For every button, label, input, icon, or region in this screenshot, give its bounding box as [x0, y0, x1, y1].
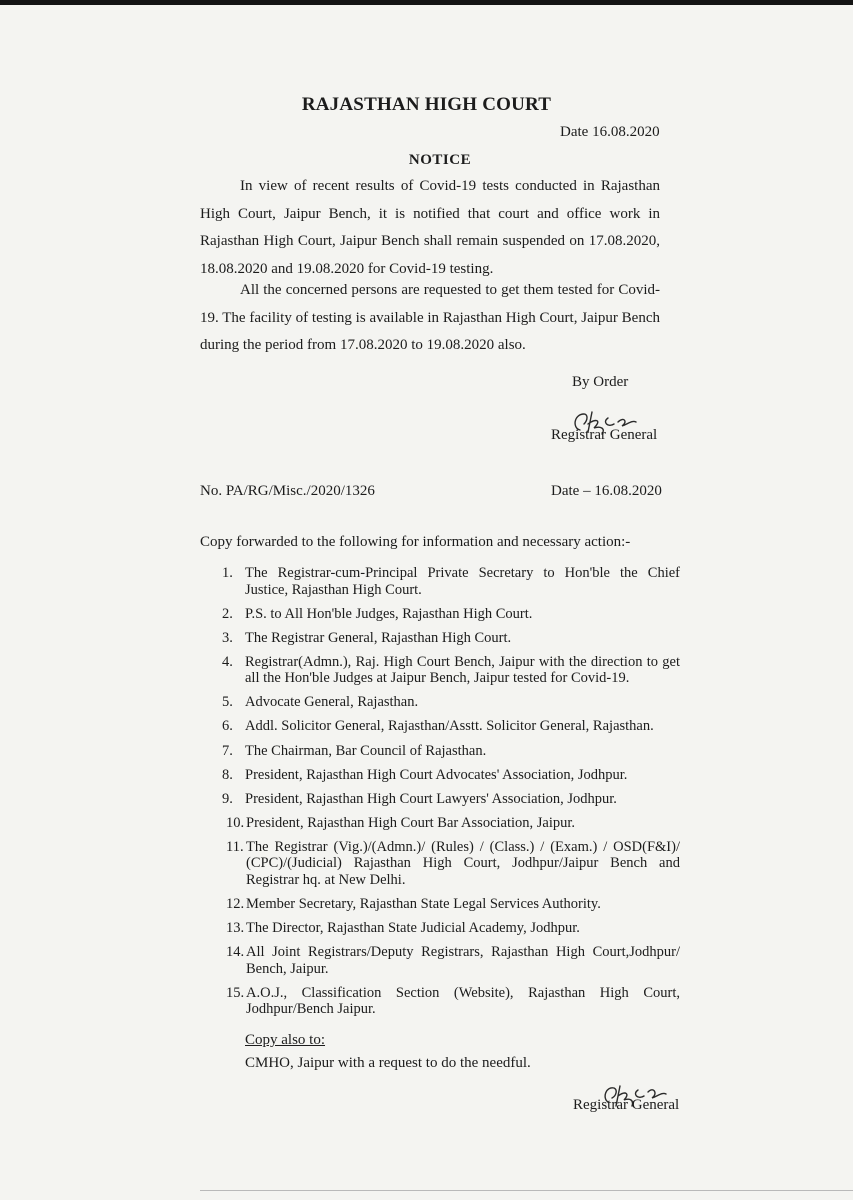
list-item: 6. Addl. Solicitor General, Rajasthan/Asstt. Solicitor General, Rajasthan. — [222, 718, 654, 735]
list-item: 7. The Chairman, Bar Council of Rajasthan. — [222, 742, 487, 759]
list-item: 9. President, Rajasthan High Court Lawyers' Association, Jodhpur. — [222, 790, 617, 807]
signatory-title: Registrar General — [551, 427, 658, 443]
reference-date: Date – 16.08.2020 — [551, 483, 662, 499]
court-title: RAJASTHAN HIGH COURT — [301, 94, 552, 115]
notice-date: Date 16.08.2020 — [560, 124, 660, 140]
list-item: 14. All Joint Registrars/Deputy Registrars, Rajasthan High Court,Jodhpur/ Bench, Jaipur. — [226, 944, 680, 977]
list-item: 5. Advocate General, Rajasthan. — [222, 694, 419, 711]
list-item: 10. President, Rajasthan High Court Bar Association, Jaipur. — [226, 814, 576, 831]
list-item: 12. Member Secretary, Rajasthan State Legal Services Authority. — [226, 896, 601, 913]
list-item: 8. President, Rajasthan High Court Advocates' Association, Jodhpur. — [222, 766, 628, 783]
list-item: 4. Registrar(Admn.), Raj. High Court Bench, Jaipur with the direction to get all the Hon'ble Judges at Jaipur Bench, Jaipur tested for Covid-19. — [222, 653, 680, 687]
copy-also-recipient: CMHO, Jaipur with a request to do the needful. — [245, 1055, 531, 1071]
signatory-title: Registrar General — [573, 1097, 680, 1113]
notice-paragraph-1: In view of recent results of Covid-19 tests conducted in Rajasthan High Court, Jaipur Bench, it is notified that court and office work in Rajasthan High Court, Jaipur Bench shall remain suspended on 17.08.2020, 18.08.2020 and 19.08.2020 for Covid-19 testing. — [200, 178, 660, 277]
copy-forwarded-intro: Copy forwarded to the following for information and necessary action:- — [200, 534, 631, 550]
list-item: 1. The Registrar-cum-Principal Private Secretary to Hon'ble the Chief Justice, Rajasthan High Court. — [222, 565, 680, 598]
bottom-divider — [200, 1190, 853, 1191]
list-item: 3. The Registrar General, Rajasthan High Court. — [222, 629, 512, 646]
list-item: 2. P.S. to All Hon'ble Judges, Rajasthan High Court. — [222, 605, 533, 622]
reference-number: No. PA/RG/Misc./2020/1326 — [200, 483, 375, 499]
recipient-list — [200, 565, 680, 1025]
list-item: 11. The Registrar (Vig.)/(Admn.)/ (Rules) / (Class.) / (Exam.) / OSD(F&I)/ (CPC)/(Judicial) Rajasthan High Court, Jodhpur/Jaipur Bench and Registrar hq. at New Delhi. — [226, 838, 680, 888]
list-item: 13. The Director, Rajasthan State Judicial Academy, Jodhpur. — [226, 920, 580, 937]
notice-heading: NOTICE — [408, 152, 472, 168]
by-order-label: By Order — [572, 374, 629, 390]
copy-also-label: Copy also to: — [245, 1032, 326, 1048]
list-item: 15. A.O.J., Classification Section (Website), Rajasthan High Court, Jodhpur/Bench Jaipur. — [226, 984, 680, 1018]
top-border-line — [0, 0, 853, 5]
notice-paragraph-2: All the concerned persons are requested to get them tested for Covid-19. The facility of testing is available in Rajasthan High Court, Jaipur Bench during the period from 17.08.2020 to 19.08.2020 also. — [200, 282, 660, 353]
